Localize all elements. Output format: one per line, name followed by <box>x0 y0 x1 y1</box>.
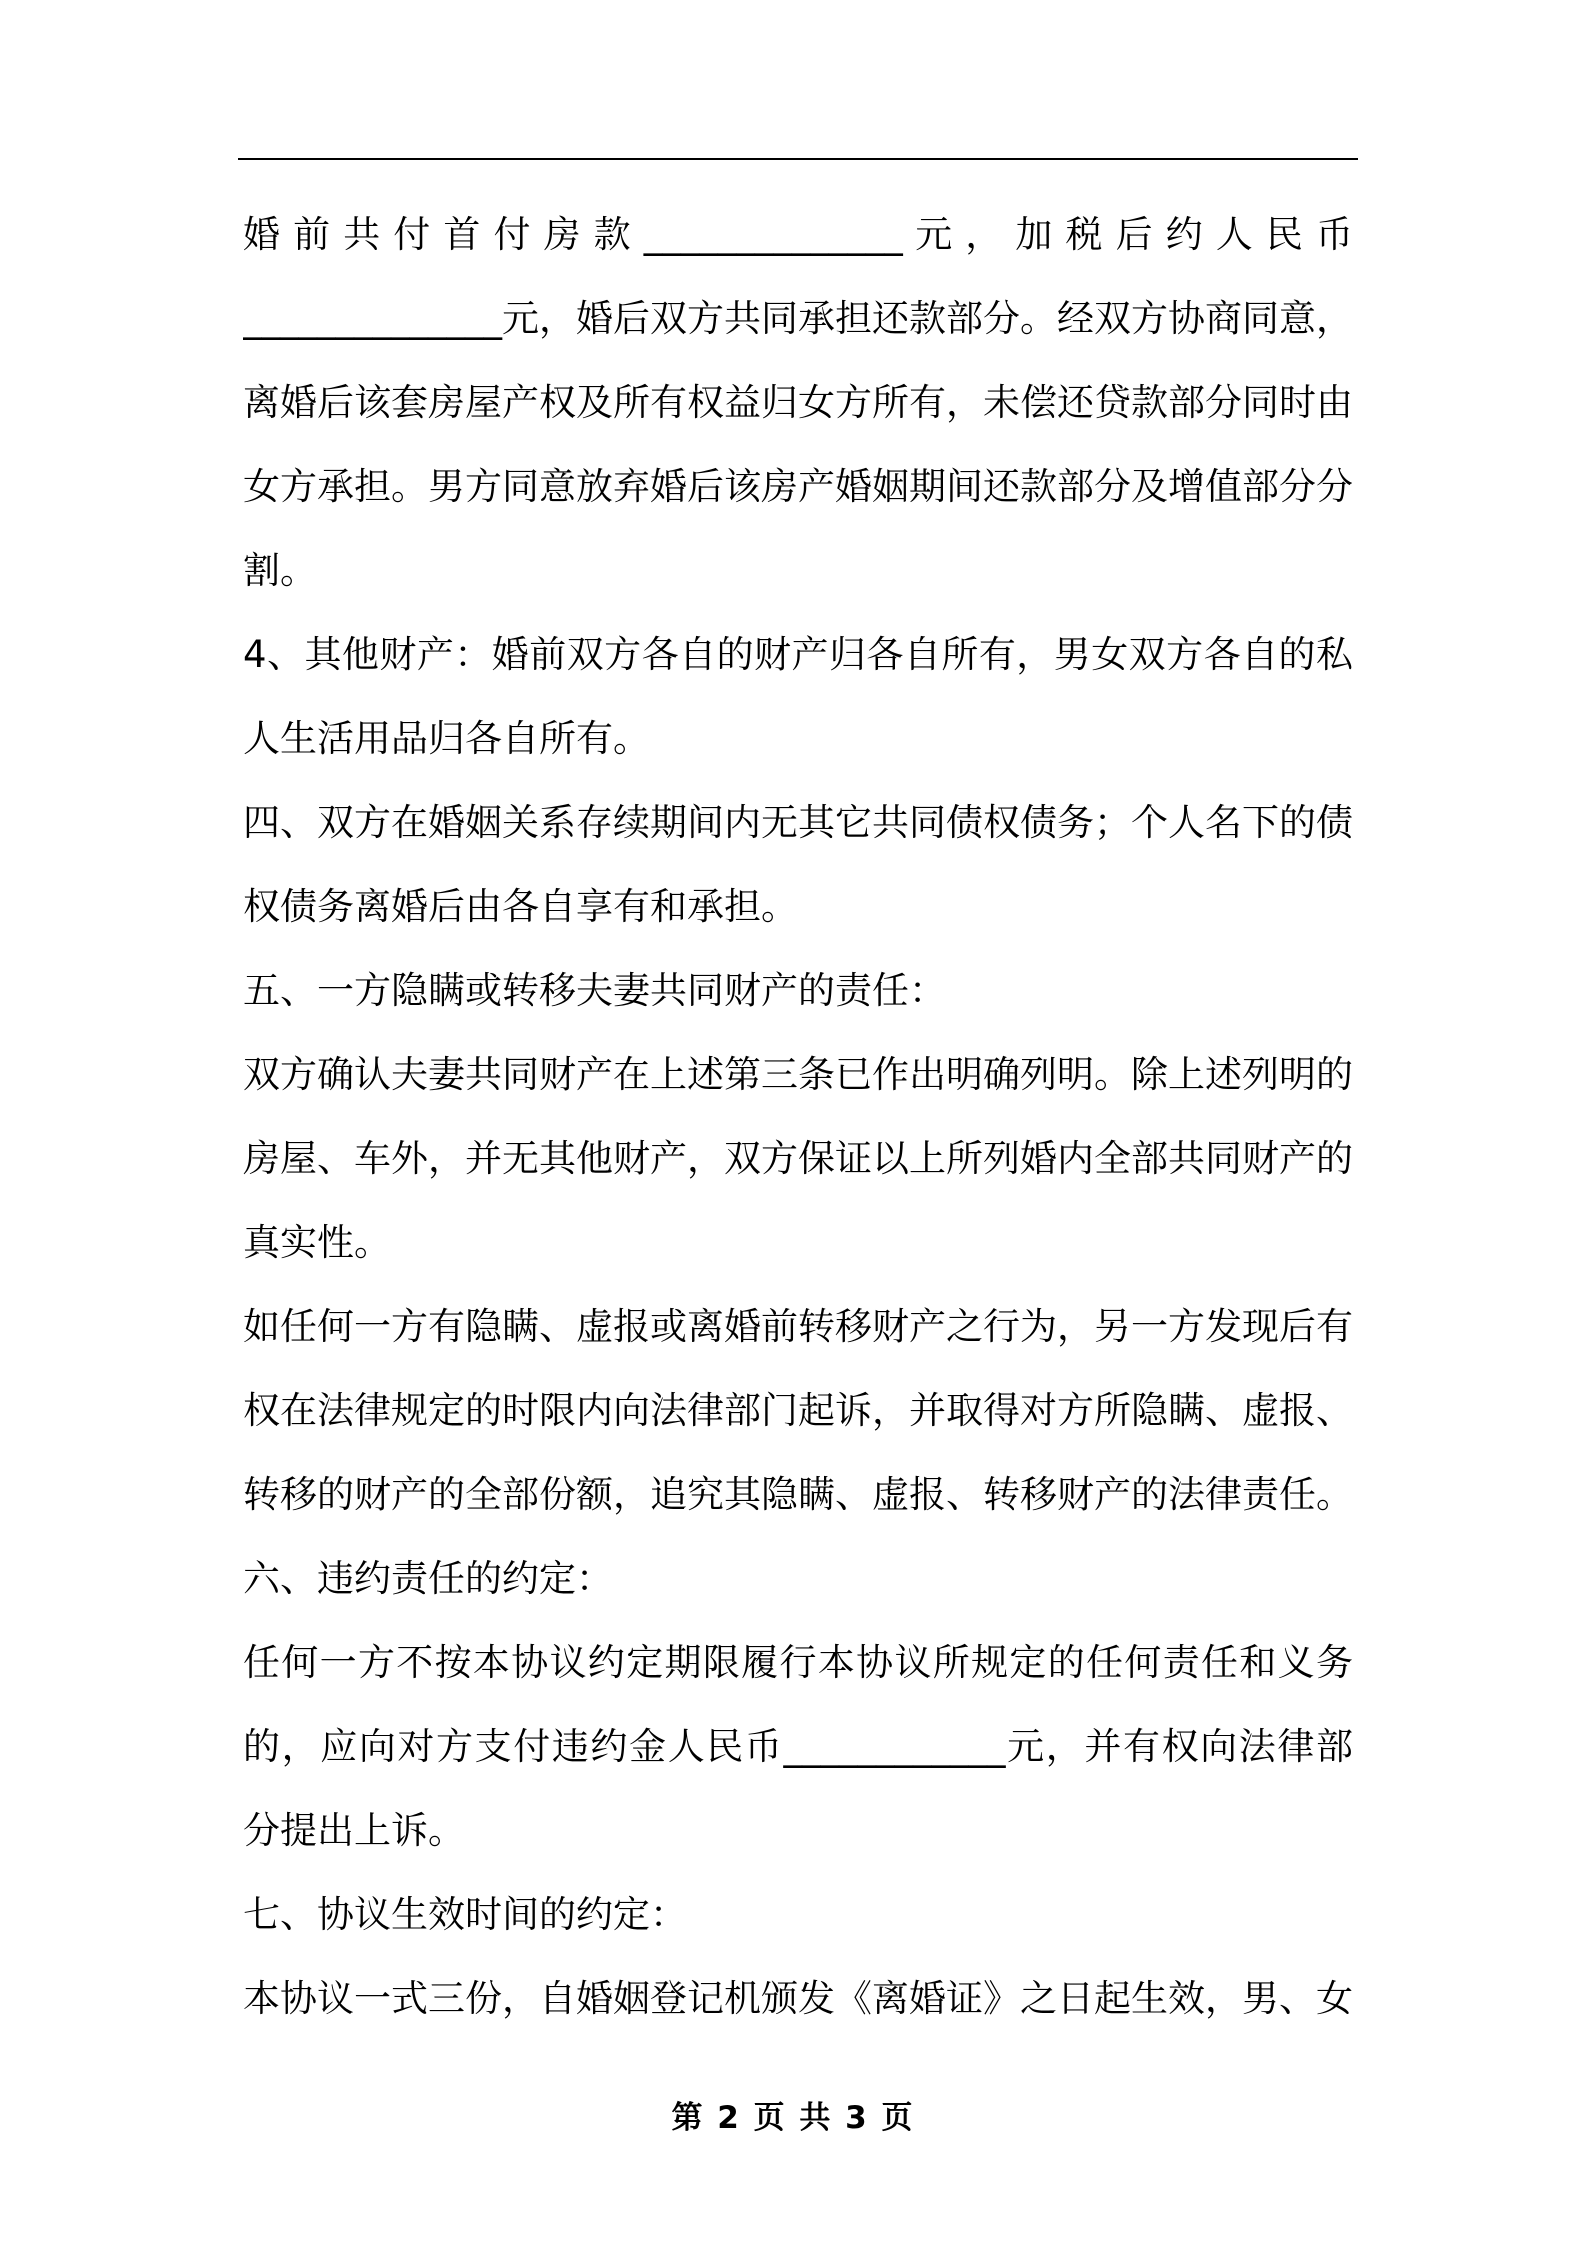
body-line: 转移的财产的全部份额，追究其隐瞒、虚报、转移财产的法律责任。 <box>243 1473 1353 1516</box>
body-line: ______________元，婚后双方共同承担还款部分。经双方协商同意， <box>243 297 1353 340</box>
body-line: 权债务离婚后由各自享有和承担。 <box>243 885 798 928</box>
header-rule <box>238 158 1358 160</box>
body-line: 人生活用品归各自所有。 <box>243 717 650 760</box>
body-line: 割。 <box>243 549 317 592</box>
body-line: 离婚后该套房屋产权及所有权益归女方所有，未偿还贷款部分同时由 <box>243 381 1353 424</box>
body-line: 本协议一式三份，自婚姻登记机颁发《离婚证》之日起生效，男、女 <box>243 1977 1353 2020</box>
body-line: 女方承担。男方同意放弃婚后该房产婚姻期间还款部分及增值部分分 <box>243 465 1353 508</box>
page-number-footer: 第 2 页 共 3 页 <box>671 2100 915 2136</box>
section-heading: 五、一方隐瞒或转移夫妻共同财产的责任： <box>243 969 946 1012</box>
body-line: 权在法律规定的时限内向法律部门起诉，并取得对方所隐瞒、虚报、 <box>243 1389 1353 1432</box>
body-line: 分提出上诉。 <box>243 1809 465 1852</box>
body-line: 如任何一方有隐瞒、虚报或离婚前转移财产之行为，另一方发现后有 <box>243 1305 1353 1348</box>
body-line: 4、其他财产：婚前双方各自的财产归各自所有，男女双方各自的私 <box>243 633 1353 676</box>
body-line: 房屋、车外，并无其他财产，双方保证以上所列婚内全部共同财产的 <box>243 1137 1353 1180</box>
section-heading: 六、违约责任的约定： <box>243 1557 613 1600</box>
body-line: 婚 前 共 付 首 付 房 款 ______________ 元 ， 加 税 后 约 人 民 币 <box>243 213 1353 256</box>
body-line: 双方确认夫妻共同财产在上述第三条已作出明确列明。除上述列明的 <box>243 1053 1353 1096</box>
body-line: 四、双方在婚姻关系存续期间内无其它共同债权债务；个人名下的债 <box>243 801 1353 844</box>
document-body <box>243 193 1353 2041</box>
body-line: 的，应向对方支付违约金人民币____________元，并有权向法律部 <box>243 1725 1353 1768</box>
section-heading: 七、协议生效时间的约定： <box>243 1893 687 1936</box>
body-line: 任何一方不按本协议约定期限履行本协议所规定的任何责任和义务 <box>243 1641 1353 1684</box>
body-line: 真实性。 <box>243 1221 391 1264</box>
